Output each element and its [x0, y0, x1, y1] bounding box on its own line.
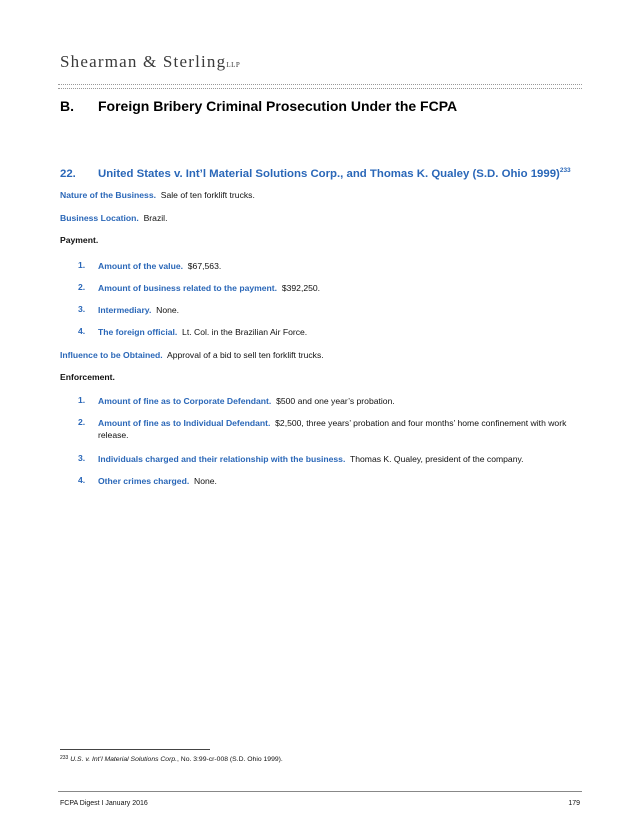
header-divider: [58, 84, 582, 89]
footnote-reference[interactable]: 233: [559, 167, 571, 174]
payment-item: [60, 260, 580, 272]
influence-label: Influence to be Obtained.: [60, 350, 163, 360]
item-number: 3.: [78, 453, 86, 463]
item-label: Amount of the value.: [98, 261, 183, 271]
firm-name: Shearman & Sterling: [60, 52, 227, 71]
item-value: $500 and one year’s probation.: [276, 396, 395, 406]
case-heading: [60, 167, 571, 180]
footnote-number: 233: [60, 755, 69, 761]
business-nature-label: Nature of the Business.: [60, 190, 156, 200]
payment-item: [60, 282, 580, 294]
section-title: Foreign Bribery Criminal Prosecution Under the FCPA: [98, 98, 458, 114]
page-number: 179: [568, 800, 580, 807]
item-label: Other crimes charged.: [98, 476, 190, 486]
business-nature-value: Sale of ten forklift trucks.: [160, 190, 255, 200]
enforcement-heading: Enforcement.: [60, 372, 115, 382]
footer-divider: [58, 791, 582, 792]
item-number: 2.: [78, 282, 86, 292]
item-value: $392,250.: [281, 283, 321, 293]
item-number: 4.: [78, 475, 86, 485]
case-title: United States v. Int’l Material Solutions Corp., and Thomas K. Qualey (S.D. Ohio 1999): [98, 168, 560, 180]
enforcement-item: [60, 453, 580, 465]
enforcement-item: [60, 395, 580, 407]
footnote-citation: , No. 3:99-cr-008 (S.D. Ohio 1999).: [177, 756, 283, 763]
item-label: Amount of fine as to Individual Defendant.: [98, 418, 271, 428]
influence-obtained: [60, 350, 324, 360]
business-location-value: Brazil.: [143, 213, 168, 223]
case-number: 22.: [60, 168, 76, 180]
influence-value: Approval of a bid to sell ten forklift trucks.: [166, 350, 324, 360]
item-number: 2.: [78, 417, 86, 427]
item-number: 1.: [78, 395, 86, 405]
enforcement-item: [60, 417, 580, 441]
business-location: [60, 213, 167, 223]
enforcement-item: [60, 475, 580, 487]
business-nature: [60, 190, 255, 200]
firm-suffix: LLP: [226, 61, 241, 69]
footnote-divider: [60, 749, 210, 750]
item-value: None.: [156, 305, 180, 315]
payment-item: [60, 304, 580, 316]
item-number: 1.: [78, 260, 86, 270]
item-label: Amount of business related to the payment.: [98, 283, 278, 293]
firm-logo: [60, 52, 240, 72]
section-number: B.: [60, 98, 74, 114]
payment-heading: Payment.: [60, 235, 99, 245]
item-label: Individuals charged and their relationship with the business.: [98, 454, 346, 464]
section-heading: [60, 98, 457, 114]
item-value: None.: [194, 476, 217, 486]
item-label: Intermediary.: [98, 305, 152, 315]
item-number: 4.: [78, 326, 86, 336]
item-value: $2,500, three years’ probation and four months’ home confinement with work release.: [98, 418, 567, 440]
payment-item: [60, 326, 580, 338]
footnote: [60, 755, 283, 763]
item-label: Amount of fine as to Corporate Defendant.: [98, 396, 272, 406]
item-value: $67,563.: [187, 261, 222, 271]
item-value: Lt. Col. in the Brazilian Air Force.: [182, 327, 308, 337]
item-value: Thomas K. Qualey, president of the company.: [349, 454, 524, 464]
business-location-label: Business Location.: [60, 213, 139, 223]
item-label: The foreign official.: [98, 327, 178, 337]
footnote-case-name: U.S. v. Int’l Material Solutions Corp.: [70, 756, 178, 763]
footer-publication: FCPA Digest I January 2016: [60, 800, 148, 807]
item-number: 3.: [78, 304, 86, 314]
